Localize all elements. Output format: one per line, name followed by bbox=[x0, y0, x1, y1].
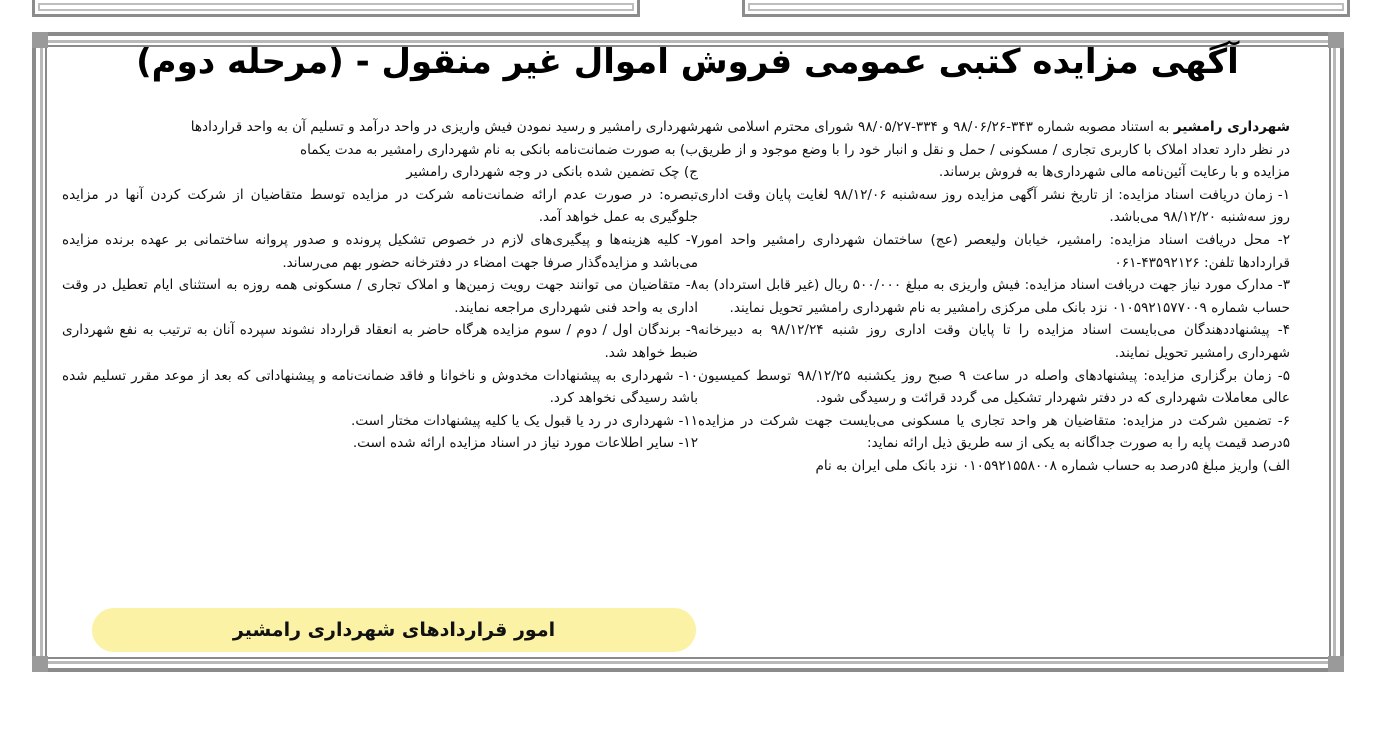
clause-4: ۴- پیشنهاددهندگان می‌بایست اسناد مزایده را تا پایان وقت اداری روز شنبه ۹۸/۱۲/۲۴ به دبیرخانه شهرداری رامشیر تحویل نمایند. bbox=[698, 322, 1290, 361]
clause-9: ۹- برندگان اول / دوم / سوم مزایده هرگاه حاضر به انعقاد قرارداد نشوند سپرده آنان به ترتیب به نفع شهرداری ضبط خواهد شد. bbox=[62, 322, 698, 361]
clause-11: ۱۱- شهرداری در رد یا قبول یک یا کلیه پیشنهادات مختار است. bbox=[351, 412, 698, 429]
clause-6a: الف) واریز مبلغ ۵درصد به حساب شماره ۰۱۰۵۹۲۱۵۵۸۰۰۸ نزد بانک ملی ایران به نام bbox=[815, 457, 1290, 474]
intro-text: به استناد مصوبه شماره ۳۴۳-۹۸/۰۶/۲۶ و ۳۳۴-۹۸/۰۵/۲۷ شورای محترم اسلامی شهر در نظر دارد تعداد املاک با کاربری تجاری / مسکونی / حمل و نقل و انبار خود را با وضع موجود و از طریق مزایده و با رعایت آئین‌نامه مالی شهرداری‌ها به فروش برساند. bbox=[698, 119, 1290, 181]
clause-10: ۱۰- شهرداری به پیشنهادات مخدوش و ناخوانا و فاقد ضمانت‌نامه و پیشنهاداتی که بعد از موعد مقرر تسلیم شده باشد رسیدگی نخواهد کرد. bbox=[62, 367, 698, 407]
left-column bbox=[62, 116, 698, 455]
ad-title: آگهی مزایده کتبی عمومی فروش اموال غیر منقول - (مرحله دوم) bbox=[136, 42, 1239, 82]
frame-corner bbox=[32, 656, 48, 672]
intro-paragraph bbox=[698, 116, 1290, 184]
frame-corner bbox=[1328, 656, 1344, 672]
previous-ad-frame-left bbox=[32, 0, 640, 17]
clause-7: ۷- کلیه هزینه‌ها و پیگیری‌های لازم در خصوص تشکیل پرونده و صدور پروانه ساختمانی بر عهده برنده مزایده می‌باشد و مزایده‌گذار صرفا جهت امضاء در دفترخانه حضور بهم می‌رساند. bbox=[62, 231, 698, 271]
clause-5: ۵- زمان برگزاری مزایده: پیشنهادهای واصله در ساعت ۹ صبح روز یکشنبه ۹۸/۱۲/۲۵ توسط کمیسیون عالی معاملات شهرداری که در دفتر شهردار تشکیل می گردد قرائت و رسیدگی شود. bbox=[698, 367, 1290, 407]
signature-footer: امور قراردادهای شهرداری رامشیر bbox=[92, 608, 696, 652]
clause-6b: ب) به صورت ضمانت‌نامه بانکی به نام شهرداری رامشیر به مدت یکماه bbox=[299, 141, 698, 158]
right-column bbox=[698, 116, 1290, 478]
clause-6a-continued: شهرداری رامشیر و رسید نمودن فیش واریزی در واحد درآمد و تسلیم آن به واحد قراردادها bbox=[190, 119, 698, 135]
previous-ad-frame-right bbox=[742, 0, 1350, 17]
clause-2: ۲- محل دریافت اسناد مزایده: رامشیر، خیابان ولیعصر (عج) ساختمان شهرداری رامشیر واحد امور قراردادها تلفن: ۴۳۵۹۲۱۲۶-۰۶۱ bbox=[698, 231, 1290, 271]
clause-1: ۱- زمان دریافت اسناد مزایده: از تاریخ نشر آگهی مزایده روز سه‌شنبه ۹۸/۱۲/۰۶ لغایت پایان وقت اداری روز سه‌شنبه ۹۸/۱۲/۲۰ می‌باشد. bbox=[698, 186, 1290, 226]
clause-8: ۸- متقاضیان می توانند جهت رویت زمین‌ها و املاک تجاری / مسکونی همه روزه به استثنای ایام تعطیل در وقت اداری به واحد فنی شهرداری مراجعه نمایند. bbox=[62, 277, 698, 316]
clause-3: ۳- مدارک مورد نیاز جهت دریافت اسناد مزایده: فیش واریزی به مبلغ ۵۰۰/۰۰۰ ریال (غیر قابل استرداد) به حساب شماره ۰۱۰۵۹۲۱۵۷۷۰۰۹ نزد بانک ملی مرکزی رامشیر به نام شهرداری رامشیر تحویل نمایند. bbox=[698, 277, 1291, 316]
clause-12: ۱۲- سایر اطلاعات مورد نیاز در اسناد مزایده ارائه شده است. bbox=[352, 435, 698, 452]
clause-6c: ج) چک تضمین شده بانکی در وجه شهرداری رامشیر bbox=[406, 164, 698, 181]
note-paragraph: تبصره: در صورت عدم ارائه ضمانت‌نامه شرکت در مزایده توسط متقاضیان از شرکت کردن آنها در مزایده جلوگیری به عمل خواهد آمد. bbox=[62, 186, 698, 226]
organization-name: شهرداری رامشیر bbox=[1173, 119, 1290, 135]
clause-6: ۶- تضمین شرکت در مزایده: متقاضیان هر واحد تجاری یا مسکونی می‌بایست جهت شرکت در مزایده ۵درصد قیمت پایه را به صورت جداگانه به یکی از سه طریق ذیل ارائه نماید: bbox=[698, 412, 1290, 452]
